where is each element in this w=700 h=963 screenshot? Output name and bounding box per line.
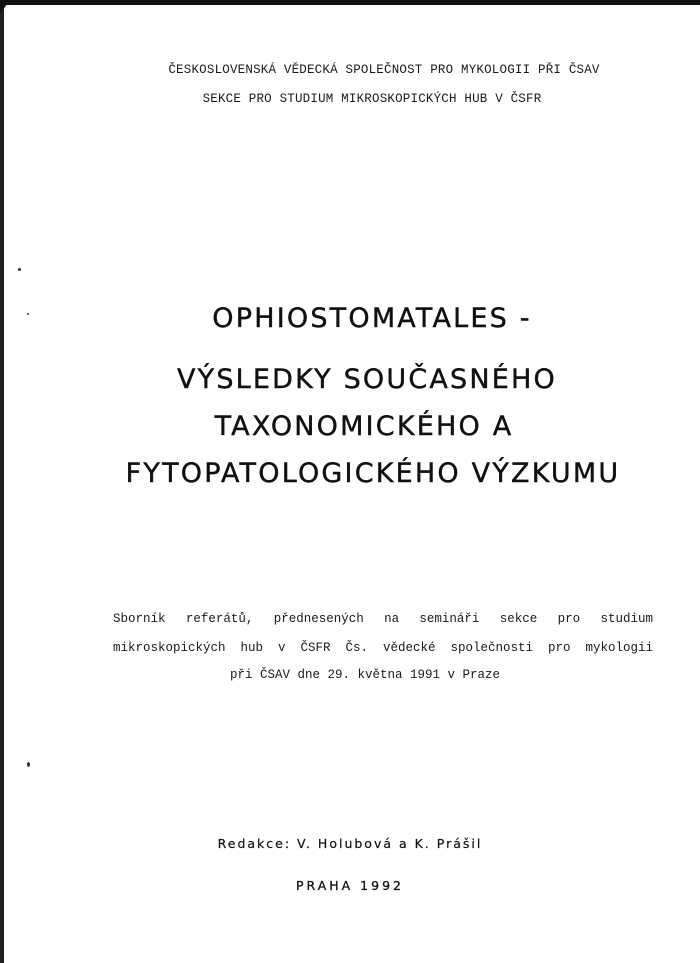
scan-speck xyxy=(18,268,21,271)
scan-edge-top xyxy=(0,0,700,5)
title-line-1: OPHIOSTOMATALES - xyxy=(212,303,532,334)
description-line-2: mikroskopických hub v ČSFR Čs. vědecké společnosti pro mykologii xyxy=(113,641,653,655)
society-name: ČESKOSLOVENSKÁ VĚDECKÁ SPOLEČNOST PRO MYKOLOGII PŘI ČSAV xyxy=(168,63,600,77)
section-name: SEKCE PRO STUDIUM MIKROSKOPICKÝCH HUB V ČSFR xyxy=(202,92,542,106)
scan-corner-mark xyxy=(0,0,10,14)
scan-edge-left xyxy=(0,0,4,963)
scan-speck xyxy=(27,762,30,767)
title-line-4: FYTOPATOLOGICKÉHO VÝZKUMU xyxy=(125,458,621,489)
editors-line: Redakce: V. Holubová a K. Prášil xyxy=(217,836,483,851)
title-line-2: VÝSLEDKY SOUČASNÉHO xyxy=(176,364,558,395)
description-line-1: Sborník referátů, přednesených na semináři sekce pro studium xyxy=(113,612,653,626)
title-line-3: TAXONOMICKÉHO A xyxy=(214,411,514,442)
description-line-3: při ČSAV dne 29. května 1991 v Praze xyxy=(229,668,501,682)
place-and-year: PRAHA 1992 xyxy=(295,878,404,893)
